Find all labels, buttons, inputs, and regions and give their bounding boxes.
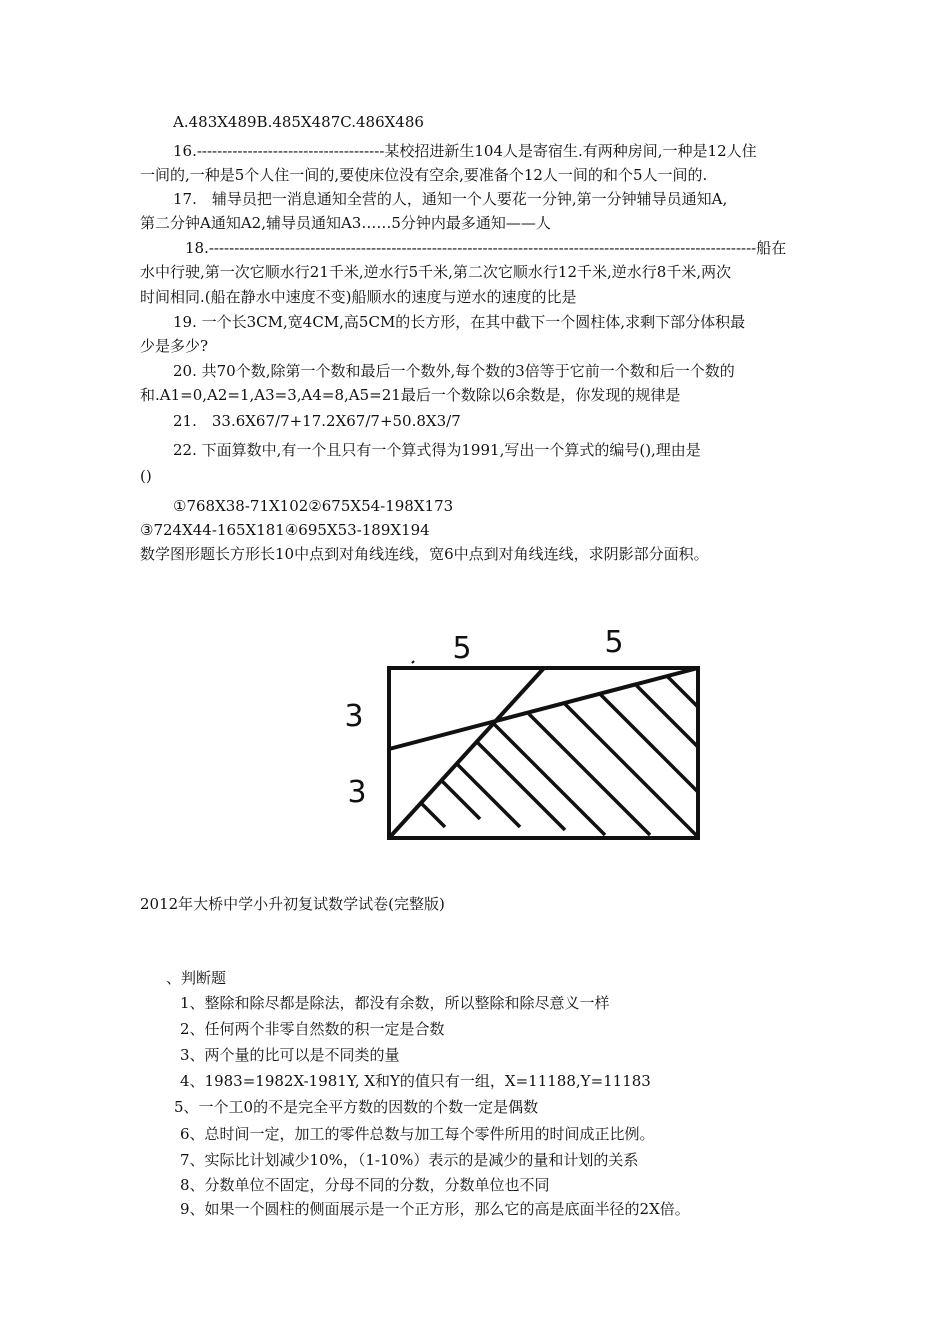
answer-options-line: A.483X489B.485X487C.486X486 <box>173 113 424 131</box>
judge-item-1: 1、整除和除尽都是除法，都没有余数，所以整除和除尽意义一样 <box>180 994 610 1012</box>
judge-item-3: 3、两个量的比可以是不同类的量 <box>180 1046 400 1064</box>
judge-item-5: 5、一个工0的不是完全平方数的因数的个数一定是偶数 <box>174 1098 539 1116</box>
side-label-lower: 3 <box>347 775 367 810</box>
question-16-line-2: 一间的,一种是5个人住一间的,要使床位没有空余,要准备个12人一间的和个5人一间的. <box>140 166 708 184</box>
question-20-line-2: 和.A1=0,A2=1,A3=3,A4=8,A5=21最后一个数除以6余数是，你发现的规律是 <box>140 386 681 404</box>
question-19-line-2: 少是多少? <box>140 337 209 355</box>
question-17-line-1: 17. 辅导员把一消息通知全营的人，通知一个人要花一分钟,第一分钟辅导员通知A, <box>173 190 728 208</box>
question-22-line-2: () <box>140 467 152 485</box>
question-18-line-2: 水中行驶,第一次它顺水行21千米,逆水行5千米,第二次它顺水行12千米,逆水行8千米,两次 <box>140 263 732 281</box>
hatch-lines <box>415 674 698 837</box>
judge-item-9: 9、如果一个圆柱的侧面展示是一个正方形，那么它的高是底面半径的2X倍。 <box>180 1200 690 1218</box>
question-19-line-1: 19. 一个长3CM,宽4CM,高5CM的长方形，在其中截下一个圆柱体,求剩下部分体积最 <box>173 313 746 331</box>
question-18-line-1: 18.------------------------------------------------------------------------------------------------------------船在 <box>185 239 787 257</box>
left-midpoint-to-corner-line <box>389 668 698 749</box>
top-label-right: 5 <box>604 625 624 660</box>
question-22-line-1: 22. 下面算数中,有一个且只有一个算式得为1991,写出一个算式的编号(),理由是 <box>173 441 701 459</box>
exam-title: 2012年大桥中学小升初复试数学试卷(完整版) <box>140 895 445 913</box>
top-label-left: 5 <box>452 631 472 666</box>
geometry-problem-line: 数学图形题长方形长10中点到对角线连线，宽6中点到对角线连线，求阴影部分面积。 <box>140 545 709 563</box>
shaded-rectangle-figure <box>330 612 710 852</box>
judge-item-6: 6、总时间一定，加工的零件总数与加工每个零件所用的时间成正比例。 <box>180 1125 655 1143</box>
judge-item-8: 8、分数单位不固定，分母不同的分数，分数单位也不同 <box>180 1176 550 1194</box>
side-label-upper: 3 <box>344 699 364 734</box>
question-21-line: 21. 33.6X67/7+17.2X67/7+50.8X3/7 <box>173 412 461 430</box>
judge-item-2: 2、任何两个非零自然数的积一定是合数 <box>180 1020 445 1038</box>
judge-item-7: 7、实际比计划减少10%，（1-10%）表示的是减少的量和计划的关系 <box>180 1151 639 1169</box>
question-20-line-1: 20. 共70个数,除第一个数和最后一个数外,每个数的3倍等于它前一个数和后一个数的 <box>173 362 735 380</box>
rectangle-outline <box>389 668 698 838</box>
question-22-options-1: ①768X38-71X102②675X54-198X173 <box>173 497 454 515</box>
judge-item-4: 4、1983=1982X-1981Y, X和Y的值只有一组，X=11188,Y=11183 <box>180 1072 651 1090</box>
judge-section-heading: 、判断题 <box>166 969 227 987</box>
question-16-line-1: 16.-------------------------------------某校招进新生104人是寄宿生.有两种房间,一种是12人住 <box>173 142 757 160</box>
question-22-options-2: ③724X44-165X181④695X53-189X194 <box>140 521 430 539</box>
question-17-line-2: 第二分钟A通知A2,辅导员通知A3……5分钟内最多通知——人 <box>140 214 551 232</box>
question-18-line-3: 时间相同.(船在静水中速度不变)船顺水的速度与逆水的速度的比是 <box>140 288 577 306</box>
